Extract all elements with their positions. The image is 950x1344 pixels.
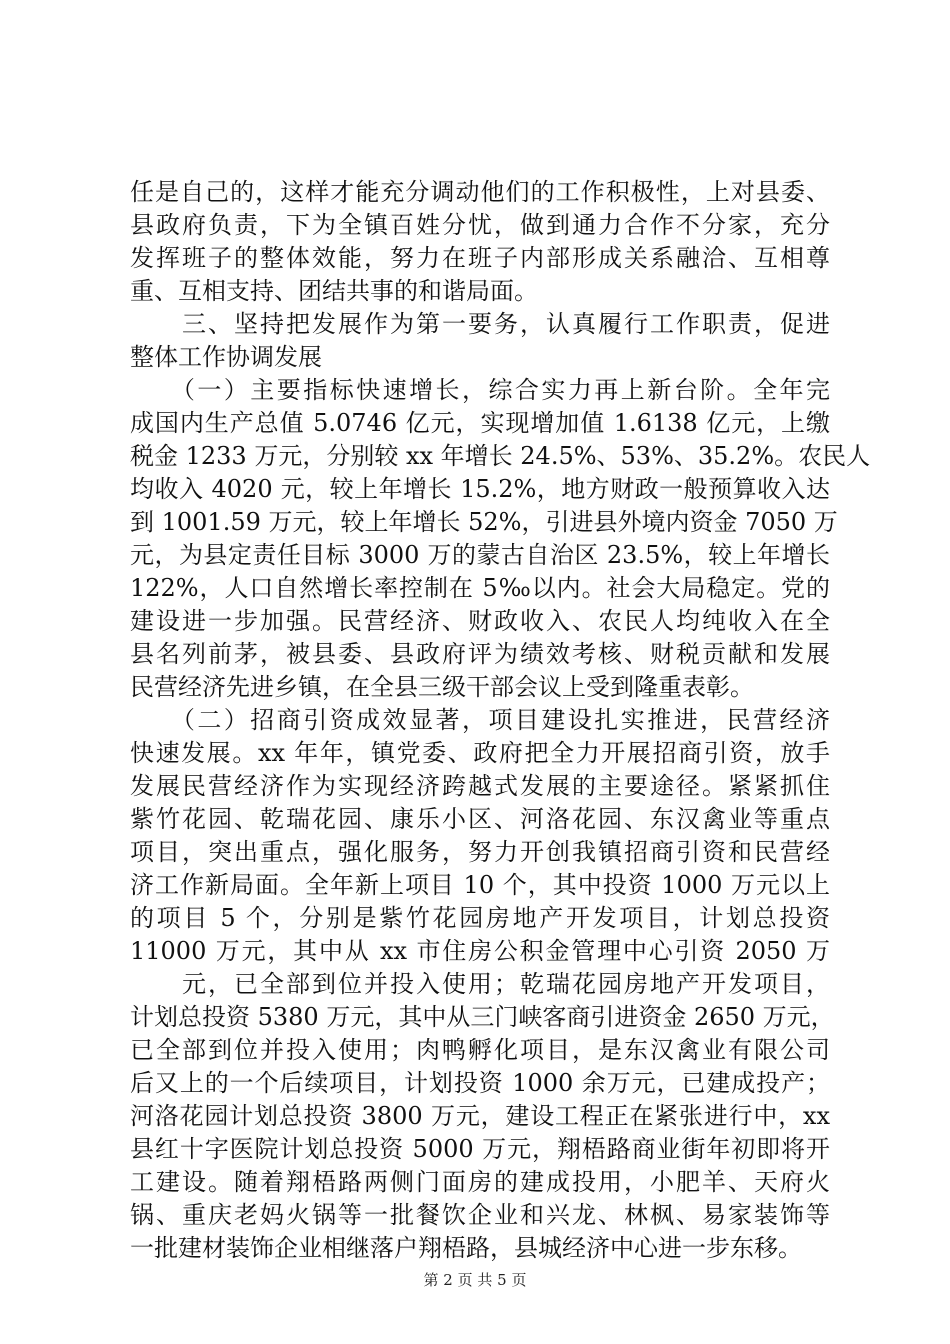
text-line: 计划总投资 5380 万元，其中从三门峡客商引进资金 2650 万元， (130, 1003, 835, 1031)
text-line: 重、互相支持、团结共事的和谐局面。 (130, 277, 538, 305)
text-line: 工建设。随着翔梧路两侧门面房的建成投用，小肥羊、天府火 (130, 1168, 830, 1196)
text-line: 122%，人口自然增长率控制在 5‰以内。社会大局稳定。党的 (130, 574, 830, 602)
text-line: 均收入 4020 元，较上年增长 15.2%，地方财政一般预算收入达 (130, 475, 830, 503)
text-line: 县红十字医院计划总投资 5000 万元，翔梧路商业街年初即将开 (130, 1135, 830, 1163)
text-line: 后又上的一个后续项目，计划投资 1000 余万元，已建成投产； (130, 1069, 830, 1097)
text-line: （二）招商引资成效显著，项目建设扎实推进，民营经济 (130, 706, 830, 734)
text-line: 税金 1233 万元，分别较 xx 年增长 24.5%、53%、35.2%。农民人 (130, 442, 871, 470)
text-line: 建设进一步加强。民营经济、财政收入、农民人均纯收入在全 (130, 607, 830, 635)
text-line: 元，为县定责任目标 3000 万的蒙古自治区 23.5%，较上年增长 (130, 541, 830, 569)
text-line: 河洛花园计划总投资 3800 万元，建设工程正在紧张进行中，xx (130, 1102, 830, 1130)
text-line: 11000 万元，其中从 xx 市住房公积金管理中心引资 2050 万 (130, 937, 830, 965)
text-line: （一）主要指标快速增长，综合实力再上新台阶。全年完 (130, 376, 830, 404)
text-line: 三、坚持把发展作为第一要务，认真履行工作职责，促进 (130, 310, 830, 338)
text-line: 县名列前茅，被县委、县政府评为绩效考核、财税贡献和发展 (130, 640, 830, 668)
text-line: 发挥班子的整体效能，努力在班子内部形成关系融洽、互相尊 (130, 244, 830, 272)
text-line: 紫竹花园、乾瑞花园、康乐小区、河洛花园、东汉禽业等重点 (130, 805, 830, 833)
text-line: 济工作新局面。全年新上项目 10 个，其中投资 1000 万元以上 (130, 871, 830, 899)
text-line: 发展民营经济作为实现经济跨越式发展的主要途径。紧紧抓住 (130, 772, 830, 800)
text-line: 项目，突出重点，强化服务，努力开创我镇招商引资和民营经 (130, 838, 830, 866)
text-line: 已全部到位并投入使用；肉鸭孵化项目，是东汉禽业有限公司 (130, 1036, 830, 1064)
text-line: 成国内生产总值 5.0746 亿元，实现增加值 1.6138 亿元，上缴 (130, 409, 830, 437)
text-line: 任是自己的，这样才能充分调动他们的工作积极性，上对县委、 (130, 178, 830, 206)
text-line: 县政府负责，下为全镇百姓分忧，做到通力合作不分家，充分 (130, 211, 830, 239)
text-line: 锅、重庆老妈火锅等一批餐饮企业和兴龙、林枫、易家装饰等 (130, 1201, 830, 1229)
text-line: 到 1001.59 万元，较上年增长 52%，引进县外境内资金 7050 万 (130, 508, 838, 536)
page-footer: 第 2 页 共 5 页 (423, 1271, 527, 1289)
text-line: 快速发展。xx 年年，镇党委、政府把全力开展招商引资，放手 (130, 739, 830, 767)
text-line: 的项目 5 个，分别是紫竹花园房地产开发项目，计划总投资 (130, 904, 830, 932)
text-line: 整体工作协调发展 (130, 343, 322, 371)
text-line: 一批建材装饰企业相继落户翔梧路，县城经济中心进一步东移。 (130, 1234, 802, 1262)
text-line: 民营经济先进乡镇，在全县三级干部会议上受到隆重表彰。 (130, 673, 754, 701)
text-line: 元，已全部到位并投入使用；乾瑞花园房地产开发项目， (130, 970, 830, 998)
